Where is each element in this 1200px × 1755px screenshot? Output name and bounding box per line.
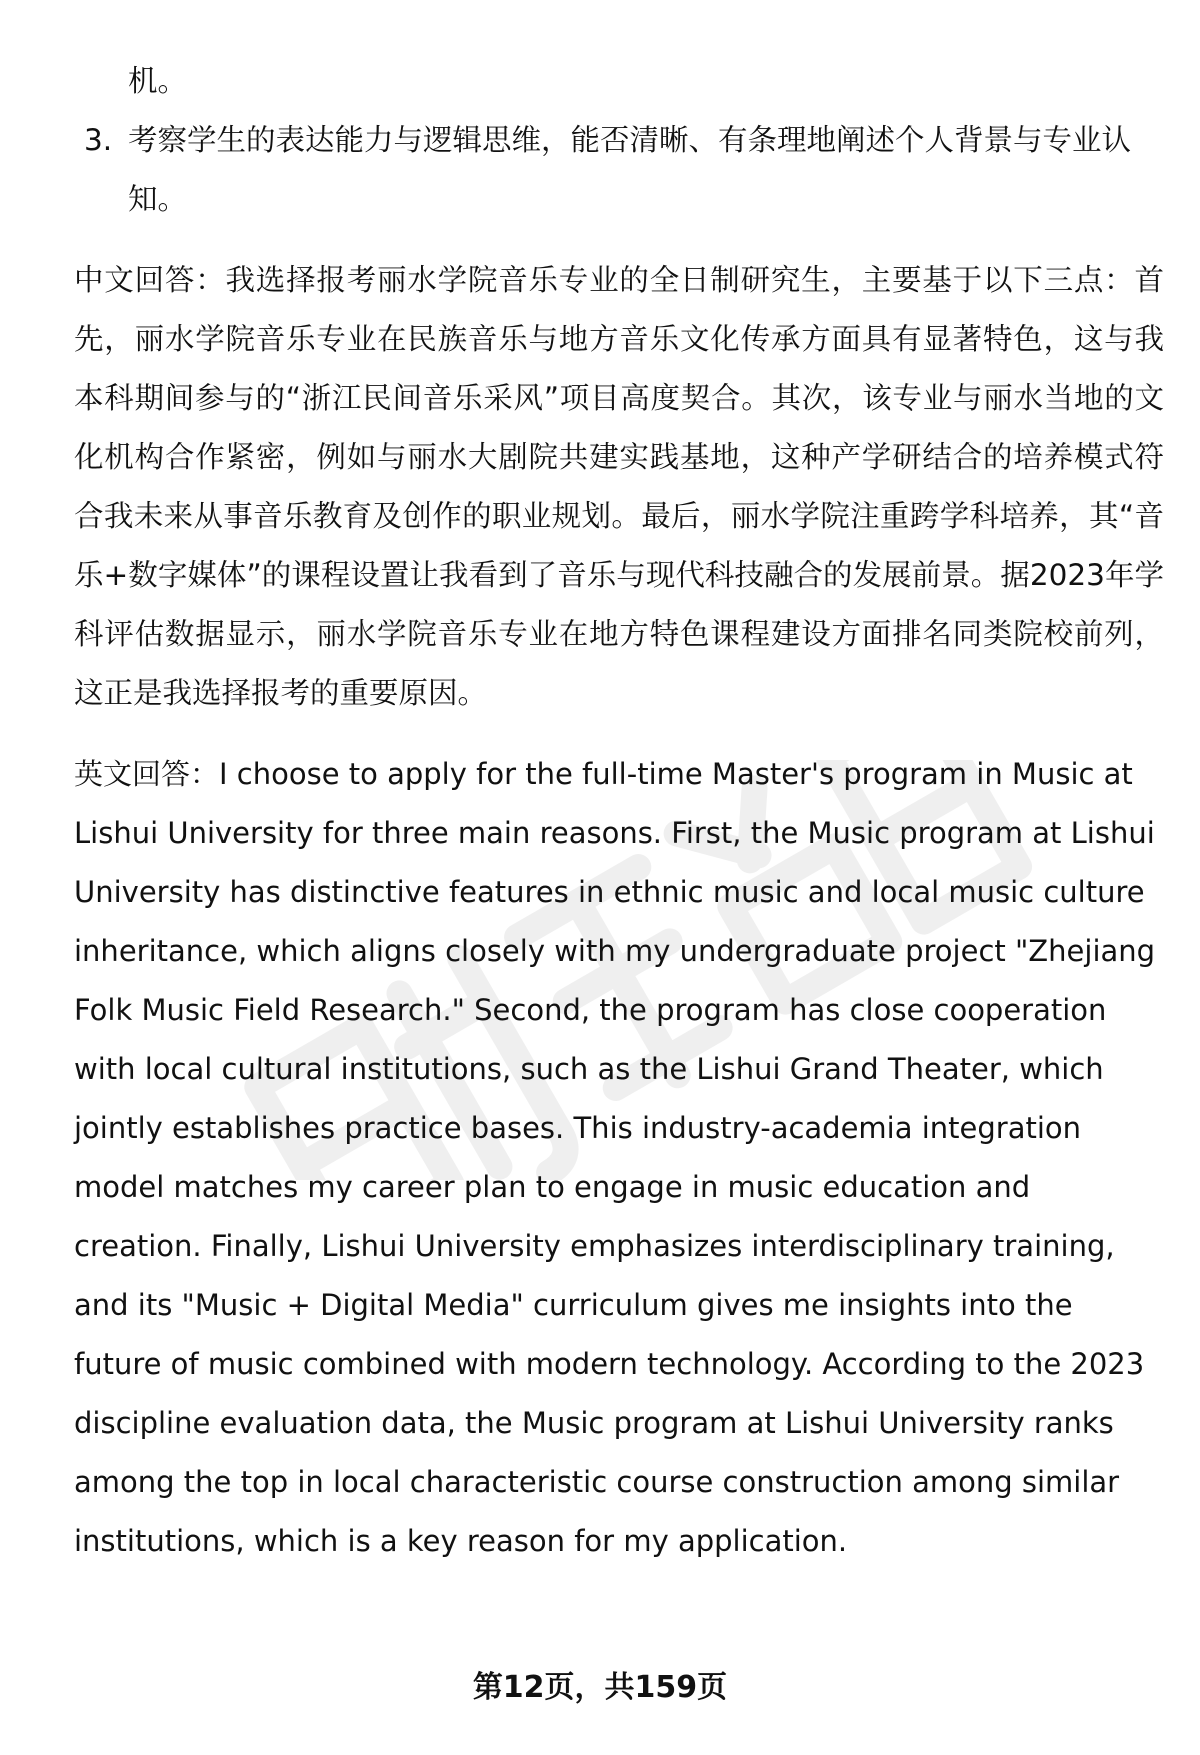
list-continuation: 机。 — [128, 64, 188, 98]
chinese-answer-paragraph — [74, 251, 1164, 723]
english-answer-text: I choose to apply for the full-time Master's program in Music at Lishui University for three main reasons. First, the Music program at Lishui University has distinctive features in ethnic music and local music culture inheritance, which aligns closely with my undergraduate project "Zhejiang Folk Music Field Research." Second, the program has close cooperation with local cultural institutions, such as the Lishui Grand Theater, which jointly establishes practice bases. This industry-academia integration model matches my career plan to engage in music education and creation. Finally, Lishui University emphasizes interdisciplinary training, and its "Music + Digital Media" curriculum gives me insights into the future of music combined with modern technology. According to the 2023 discipline evaluation data, the Music program at Lishui University ranks among the top in local characteristic course construction among similar institutions, which is a key reason for my application. — [74, 757, 1156, 1558]
chinese-answer-label: 中文回答： — [74, 263, 226, 297]
list-item — [74, 111, 1164, 229]
english-answer-paragraph — [74, 745, 1164, 1571]
list-item-text: 考察学生的表达能力与逻辑思维，能否清晰、有条理地阐述个人背景与专业认知。 — [128, 123, 1132, 216]
page-number-footer: 第12页，共159页 — [472, 1670, 728, 1705]
english-answer-label: 英文回答： — [74, 757, 220, 791]
document-body — [74, 52, 1164, 1571]
list-item-number: 3. — [84, 123, 113, 157]
chinese-answer-text: 我选择报考丽水学院音乐专业的全日制研究生，主要基于以下三点：首先，丽水学院音乐专业在民族音乐与地方音乐文化传承方面具有显著特色，这与我本科期间参与的“浙江民间音乐采风”项目高度契合。其次，该专业与丽水当地的文化机构合作紧密，例如与丽水大剧院共建实践基地，这种产学研结合的培养模式符合我未来从事音乐教育及创作的职业规划。最后，丽水学院注重跨学科培养，其“音乐+数字媒体”的课程设置让我看到了音乐与现代科技融合的发展前景。据2023年学科评估数据显示，丽水学院音乐专业在地方特色课程建设方面排名同类院校前列，这正是我选择报考的重要原因。 — [74, 263, 1164, 710]
